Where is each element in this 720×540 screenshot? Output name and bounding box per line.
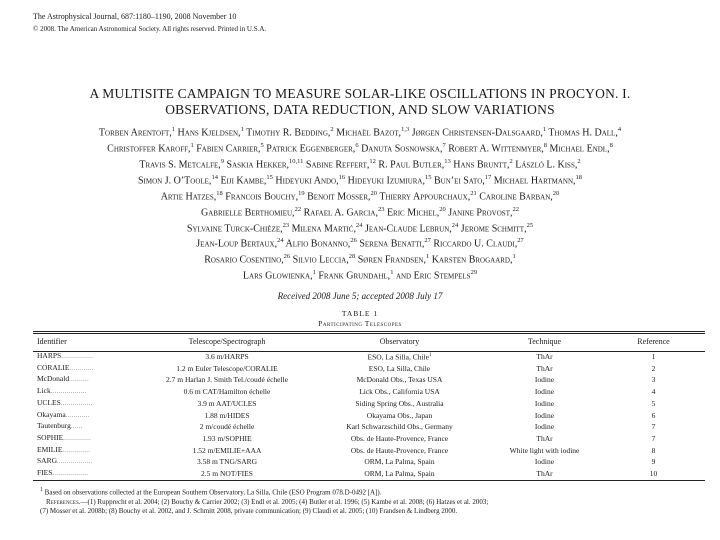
author-affiliation: 27 — [424, 237, 431, 245]
author-name: Eiji Kambe, — [220, 175, 267, 187]
cell-identifier — [33, 386, 142, 398]
author-name: Sylvaine Turck-Chièze, — [186, 222, 283, 234]
author-affiliation: 14 — [211, 173, 218, 181]
author-affiliation: 28 — [348, 253, 356, 261]
author-name: Christoffer Karoff, — [107, 143, 191, 155]
column-header-identifier: Identifier — [37, 337, 67, 346]
author-affiliation: 24 — [277, 237, 284, 245]
cell-observatory — [312, 456, 487, 468]
references-line — [40, 498, 700, 507]
footnote-text: Based on observations collected at the European Southern Observatory, La Silla, Chile (ESO Program 078.D-0492 [A]). — [44, 488, 382, 497]
table-row — [33, 445, 705, 457]
cell-reference: 2 — [651, 363, 656, 373]
cell-telescope: 0.6 m CAT/Hamilton échelle — [183, 387, 271, 397]
footnote-mark: 1 — [40, 487, 43, 493]
author-name: Michaël Bazot, — [336, 127, 402, 139]
author-affiliation: 2 — [330, 126, 334, 133]
author-affiliation: 9 — [220, 157, 225, 165]
cell-observatory — [312, 386, 487, 398]
cell-technique: Iodine — [534, 398, 555, 408]
cell-technique: ThAr — [536, 352, 553, 361]
author-row — [0, 124, 720, 140]
author-name: Eric Michel, — [386, 206, 440, 218]
author-affiliation: 17 — [484, 173, 492, 181]
author-affiliation: 1,3 — [401, 126, 410, 133]
author-affiliation: 4 — [617, 126, 622, 133]
references-line: (7) Mosser et al. 2008b; (8) Bouchy et al. 2002, and J. Schmitt 2008, private communication; (9) Claudi et al. 2005; (10) Frandsen & Lindberg 2000. — [40, 507, 458, 516]
identifier-text: EMILIE — [37, 444, 63, 454]
identifier-text: UCLES — [37, 397, 61, 407]
table-row — [33, 433, 705, 445]
identifier-text: CORALIE — [37, 362, 70, 372]
author-affiliation: 20 — [439, 205, 446, 213]
author-row — [0, 172, 720, 188]
cell-identifier — [33, 468, 142, 480]
author-affiliation: 25 — [526, 221, 534, 229]
cell-technique: Iodine — [534, 410, 555, 420]
author-row — [0, 235, 720, 251]
author-name: Gabrielle Berthomieu, — [201, 206, 295, 218]
author-name: Rosario Cosentino, — [204, 254, 284, 266]
table-bottom-rule — [33, 480, 705, 481]
cell-technique: Iodine — [534, 422, 555, 432]
author-affiliation: 1 — [390, 269, 394, 277]
author-name: Bun’ei Sato, — [434, 175, 485, 187]
author-name: Serena Benatti, — [359, 238, 425, 250]
author-affiliation: 15 — [266, 173, 273, 181]
cell-reference: 5 — [651, 398, 656, 408]
leader-dots: .............. — [62, 447, 91, 454]
author-affiliation: 12 — [369, 157, 376, 165]
identifier-text: SOPHIE — [37, 432, 64, 442]
author-name: Caroline Barban, — [479, 191, 553, 203]
author-name: Milena Martić, — [291, 222, 356, 234]
cell-reference: 7 — [651, 422, 656, 432]
author-name: Janine Provost, — [448, 206, 513, 218]
identifier-text: Tautenburg — [37, 421, 71, 431]
author-affiliation: 29 — [470, 269, 478, 277]
author-affiliation: 1 — [171, 126, 176, 133]
author-name: Jerome Schmitt, — [460, 222, 527, 234]
leader-dots: ...... — [70, 424, 83, 431]
observatory-text: Karl Schwarzschild Obs., Germany — [346, 422, 453, 432]
cell-identifier — [33, 445, 142, 457]
leader-dots: ............ — [65, 412, 90, 419]
author-affiliation: 23 — [377, 205, 385, 213]
author-list — [0, 124, 720, 283]
author-name: Karsten Brogaard, — [431, 254, 513, 266]
author-affiliation: 27 — [517, 237, 524, 245]
title-line: A MULTISITE CAMPAIGN TO MEASURE SOLAR-LIKE OSCILLATIONS IN PROCYON. I. — [89, 86, 631, 101]
author-name: Jørgen Christensen-Dalsgaard, — [411, 127, 543, 139]
leader-dots: .............. — [63, 435, 92, 442]
leader-dots: ................ — [60, 400, 93, 407]
column-header-telescope: Telescope/Spectrograph — [188, 337, 266, 346]
cell-technique: ThAr — [536, 469, 553, 479]
cell-technique: White light with iodine — [509, 445, 580, 455]
references-text: —(1) Rupprecht et al. 2004; (2) Bouchy & Carrier 2002; (3) Endl et al. 2005; (4) Butler et al. 1996; (5) Kambe et al. 2008; (6) Hatzes et al. 2003; — [80, 497, 489, 506]
author-name: Artie Hatzes, — [160, 191, 217, 203]
author-row — [0, 156, 720, 172]
table-row — [33, 468, 705, 480]
author-name: Hans Bruntt, — [453, 159, 510, 171]
author-affiliation: 2 — [509, 157, 513, 165]
cell-technique: ThAr — [536, 433, 553, 443]
author-name: Hans Kjeldsen, — [177, 127, 241, 139]
author-affiliation: 23 — [282, 221, 290, 229]
references-label: References. — [46, 497, 81, 506]
table-caption: Participating Telescopes — [318, 319, 402, 328]
cell-telescope: 1.52 m/EMILIE+AAA — [192, 445, 262, 455]
cell-identifier — [33, 363, 142, 375]
author-name: Frank Grundahl, — [318, 270, 391, 282]
received-dates: Received 2008 June 5; accepted 2008 July 17 — [277, 291, 443, 301]
cell-reference: 4 — [651, 387, 656, 397]
cell-reference: 7 — [651, 433, 656, 443]
journal-header: The Astrophysical Journal, 687:1180–1190, 2008 November 10 — [33, 12, 237, 21]
observatory-text: ORM, La Palma, Spain — [364, 457, 435, 467]
title-line: OBSERVATIONS, DATA REDUCTION, AND SLOW VARIATIONS — [165, 102, 555, 117]
author-affiliation: 26 — [283, 253, 291, 261]
column-header-reference: Reference — [637, 337, 670, 346]
cell-reference: 8 — [651, 445, 656, 455]
author-affiliation: 1 — [426, 253, 430, 261]
cell-observatory — [312, 351, 487, 363]
table-footnote — [40, 486, 700, 498]
table-row — [33, 351, 705, 363]
cell-telescope: 3.58 m TNG/SARG — [196, 457, 258, 467]
author-affiliation: 1 — [190, 141, 194, 149]
author-row — [0, 140, 720, 156]
author-affiliation: 18 — [216, 189, 223, 197]
author-name: and Eric Stempels — [395, 270, 471, 282]
cell-telescope: 1.2 m Euler Telescope/CORALIE — [176, 363, 278, 373]
author-affiliation: 1 — [512, 253, 516, 261]
cell-reference: 6 — [651, 410, 656, 420]
cell-observatory — [312, 374, 487, 386]
author-affiliation: 1 — [312, 269, 316, 277]
table-header-rule — [33, 351, 705, 352]
table-number: TABLE 1 — [341, 309, 379, 318]
author-name: Hideyuki Izumiura, — [347, 175, 425, 187]
author-affiliation: 22 — [512, 205, 519, 213]
cell-identifier — [33, 456, 142, 468]
table-row — [33, 456, 705, 468]
author-affiliation: 1 — [542, 126, 547, 133]
identifier-text: SARG — [37, 456, 58, 466]
table-notes — [40, 486, 700, 517]
cell-identifier — [33, 410, 142, 422]
cell-telescope: 1.93 m/SOPHIE — [202, 433, 252, 443]
table-body — [33, 351, 705, 480]
identifier-text: Okayama — [37, 409, 66, 419]
author-name: Riccardo U. Claudi, — [433, 238, 518, 250]
identifier-text: FIES — [37, 468, 53, 478]
observatory-text: Okayama Obs., Japan — [366, 410, 433, 420]
identifier-text: McDonald — [37, 374, 70, 384]
author-affiliation: 24 — [355, 221, 363, 229]
observatory-text: Obs. de Haute-Provence, France — [350, 433, 449, 443]
author-name: Søren Frandsen, — [357, 254, 426, 266]
cell-telescope: 1.88 m/HIDES — [204, 410, 250, 420]
author-affiliation: 24 — [451, 221, 459, 229]
author-name: Jean-Loup Bertaux, — [196, 238, 278, 250]
cell-identifier — [33, 421, 142, 433]
cell-identifier — [33, 351, 142, 363]
author-name: Michael Hartmann, — [493, 175, 576, 187]
cell-observatory — [312, 398, 487, 410]
observatory-text: Siding Spring Obs., Australia — [355, 398, 444, 408]
author-name: R. Paul Butler, — [378, 159, 445, 171]
author-affiliation: 7 — [442, 141, 446, 149]
observatory-footnote-mark: 1 — [428, 353, 432, 359]
observatory-text: McDonald Obs., Texas USA — [356, 375, 443, 385]
author-name: Torben Arentoft, — [98, 127, 172, 139]
cell-telescope: 3.9 m AAT/UCLES — [197, 398, 257, 408]
author-name: Benoit Mosser, — [307, 191, 371, 203]
table-row — [33, 374, 705, 386]
cell-telescope: 2.7 m Harlan J. Smith Tel./coudé échelle — [165, 375, 288, 385]
author-name: Thomas H. Dall, — [548, 127, 618, 139]
observatory-text: ORM, La Palma, Spain — [364, 469, 435, 479]
cell-reference: 3 — [651, 375, 656, 385]
author-name: Patrick Eggenberger, — [266, 143, 356, 155]
author-affiliation: 16 — [338, 173, 346, 181]
author-row — [0, 251, 720, 267]
author-affiliation: 8 — [543, 141, 548, 149]
leader-dots: .................. — [50, 389, 87, 396]
telescopes-table — [33, 331, 705, 480]
author-affiliation: 5 — [260, 141, 264, 149]
author-name: Michael Endl, — [549, 143, 610, 155]
paper-title — [0, 86, 720, 118]
author-affiliation: 20 — [370, 189, 377, 197]
cell-observatory — [312, 445, 487, 457]
author-name: Hideyuki Ando, — [275, 175, 339, 187]
observatory-text: ESO, La Silla, Chile — [367, 352, 429, 362]
leader-dots: ................ — [61, 354, 94, 360]
author-name: Saskia Hekker, — [226, 159, 290, 171]
author-name: Fabien Carrier, — [196, 143, 261, 155]
table-header-row — [33, 331, 705, 351]
author-name: Alfio Bonanno, — [285, 238, 351, 250]
cell-identifier — [33, 374, 142, 386]
author-name: Simon J. O’Toole, — [137, 175, 212, 187]
cell-reference: 1 — [651, 352, 656, 361]
cell-observatory — [312, 433, 487, 445]
author-affiliation: 19 — [298, 189, 305, 197]
cell-telescope: 3.6 m/HARPS — [205, 352, 249, 361]
cell-observatory — [312, 410, 487, 422]
author-affiliation: 22 — [294, 205, 302, 213]
author-affiliation: 15 — [425, 173, 432, 181]
author-name: László L. Kiss, — [515, 159, 578, 171]
author-name: Thierry Appourchaux, — [379, 191, 471, 203]
column-header-technique: Technique — [527, 337, 562, 346]
cell-reference: 10 — [649, 469, 658, 479]
author-name: Sabine Reffert, — [305, 159, 370, 171]
author-affiliation: 26 — [350, 237, 357, 245]
author-name: Robert A. Wittenmyer, — [448, 143, 544, 155]
cell-telescope: 2.5 m NOT/FIES — [201, 469, 253, 479]
author-affiliation: 21 — [470, 189, 477, 197]
identifier-text: HARPS — [37, 351, 62, 360]
author-name: Lars Glowienka, — [242, 270, 313, 282]
table-row — [33, 363, 705, 375]
cell-observatory — [312, 363, 487, 375]
author-affiliation: 2 — [577, 157, 581, 165]
cell-technique: Iodine — [534, 387, 555, 397]
author-affiliation: 8 — [609, 141, 613, 149]
author-name: Rafael A. Garcia, — [303, 206, 378, 218]
author-affiliation: 10,11 — [289, 157, 304, 165]
cell-observatory — [312, 421, 487, 433]
table-row — [33, 421, 705, 433]
author-affiliation: 13 — [444, 157, 451, 165]
author-row — [0, 204, 720, 220]
cell-telescope: 2 m/coudé échelle — [199, 422, 255, 432]
cell-reference: 9 — [651, 457, 656, 467]
author-affiliation: 18 — [575, 173, 583, 181]
author-row — [0, 220, 720, 236]
cell-identifier — [33, 433, 142, 445]
cell-technique: ThAr — [536, 363, 553, 373]
leader-dots: ............ — [69, 365, 94, 372]
cell-identifier — [33, 398, 142, 410]
author-name: Silvio Leccia, — [292, 254, 349, 266]
leader-dots: .......... — [69, 377, 90, 384]
observatory-text: Lick Obs., California USA — [359, 387, 440, 397]
cell-technique: Iodine — [534, 375, 555, 385]
observatory-text: Obs. de Haute-Provence, France — [350, 445, 449, 455]
author-name: Timothy R. Bedding, — [246, 127, 331, 139]
author-name: Jean-Claude Lebrun, — [364, 222, 452, 234]
author-row — [0, 267, 720, 283]
author-affiliation: 6 — [355, 141, 359, 149]
cell-technique: Iodine — [534, 457, 555, 467]
author-name: Danuta Sosnowska, — [361, 143, 443, 155]
cell-observatory — [312, 468, 487, 480]
table-row — [33, 410, 705, 422]
column-header-observatory: Observatory — [379, 337, 420, 346]
leader-dots: .................. — [57, 459, 94, 466]
table-row — [33, 398, 705, 410]
table-row — [33, 386, 705, 398]
author-affiliation: 20 — [552, 189, 560, 197]
observatory-text: ESO, La Silla, Chile — [368, 363, 431, 373]
leader-dots: .................. — [52, 471, 89, 478]
copyright-line: © 2008. The American Astronomical Society. All rights reserved. Printed in U.S.A. — [33, 25, 267, 33]
author-name: Francois Bouchy, — [225, 191, 299, 203]
identifier-text: Lick — [37, 386, 51, 396]
author-name: Travis S. Metcalfe, — [139, 159, 221, 171]
author-row — [0, 188, 720, 204]
author-affiliation: 1 — [240, 126, 244, 133]
